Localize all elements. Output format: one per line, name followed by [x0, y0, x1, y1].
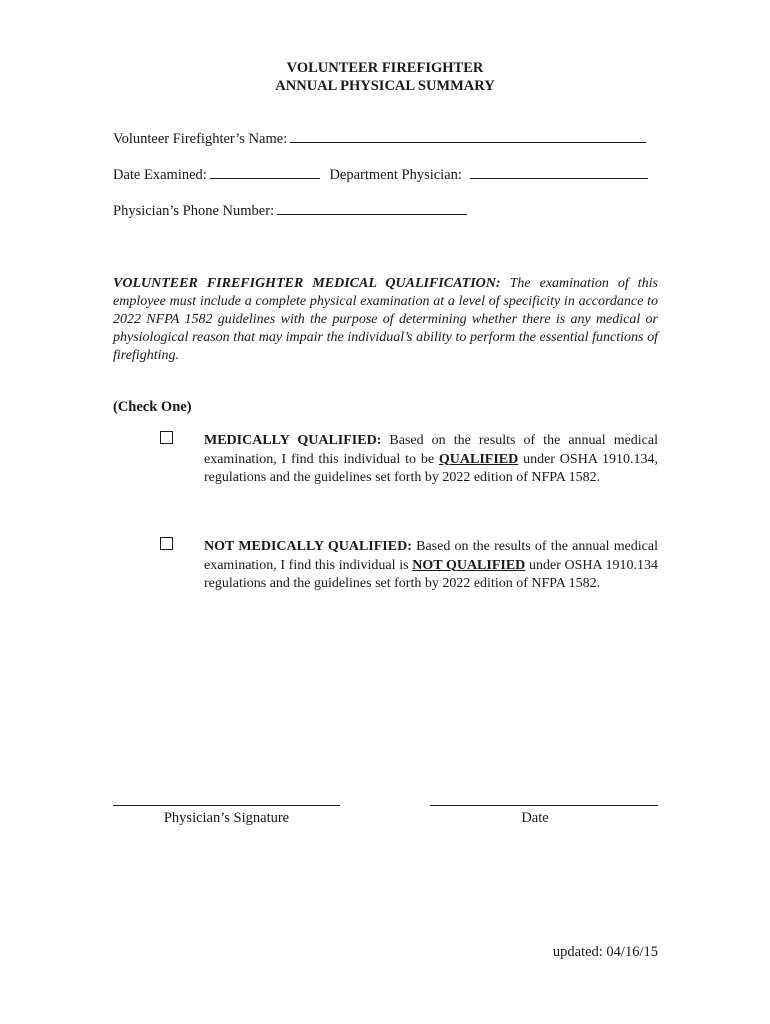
- department-physician-label: Department Physician:: [329, 167, 462, 183]
- physician-phone-label: Physician’s Phone Number:: [113, 203, 275, 219]
- date-examined-field[interactable]: [210, 177, 320, 179]
- medically-qualified-option: [204, 432, 658, 488]
- firefighter-name-label: Volunteer Firefighter’s Name:: [113, 131, 288, 147]
- department-physician-field[interactable]: [470, 177, 648, 179]
- signature-date-label: Date: [521, 810, 549, 826]
- document-title-line1: VOLUNTEER FIREFIGHTER: [286, 60, 484, 76]
- date-examined-label: Date Examined:: [113, 167, 207, 183]
- medical-qualification-paragraph: [113, 275, 658, 365]
- firefighter-name-row: [113, 131, 646, 148]
- medical-qualification-heading: VOLUNTEER FIREFIGHTER MEDICAL QUALIFICATION:: [113, 276, 501, 291]
- medically-qualified-text-after: under OSHA 1910.134, regulations and the guidelines set forth by 2022 edition of NFPA 1582.: [204, 451, 658, 485]
- not-medically-qualified-heading: NOT MEDICALLY QUALIFIED:: [204, 539, 412, 554]
- physician-signature-line[interactable]: [113, 805, 340, 806]
- not-medically-qualified-option: [204, 538, 658, 594]
- check-one-label: (Check One): [113, 399, 192, 415]
- firefighter-name-field[interactable]: [290, 141, 646, 143]
- not-medically-qualified-text-before: Based on the results of the annual medical examination, I find this individual is: [204, 539, 659, 573]
- medical-qualification-text: The examination of this employee must include a complete physical examination at a level of specificity in accordance to 2022 NFPA 1582 guidelines with the purpose of determining whether there is any medical or physiological reason that may impair the individual’s ability to perform the essential functions of firefighting.: [113, 276, 658, 363]
- not-medically-qualified-checkbox[interactable]: [160, 537, 173, 550]
- updated-date: updated: 04/16/15: [552, 944, 658, 960]
- qualified-keyword: QUALIFIED: [438, 451, 519, 467]
- not-medically-qualified-text-after: under OSHA 1910.134 regulations and the guidelines set forth by 2022 edition of NFPA 1582.: [204, 557, 658, 591]
- medically-qualified-text-before: Based on the results of the annual medical examination, I find this individual to be: [204, 433, 659, 467]
- medically-qualified-heading: MEDICALLY QUALIFIED:: [204, 433, 382, 448]
- date-examined-row: [113, 167, 648, 184]
- physician-phone-field[interactable]: [277, 213, 467, 215]
- signature-date-line[interactable]: [430, 805, 658, 806]
- physician-signature-label: Physician’s Signature: [163, 810, 290, 826]
- physician-phone-row: [113, 203, 467, 220]
- medically-qualified-checkbox[interactable]: [160, 431, 173, 444]
- document-title-line2: ANNUAL PHYSICAL SUMMARY: [275, 78, 495, 94]
- not-qualified-keyword: NOT QUALIFIED: [412, 557, 526, 573]
